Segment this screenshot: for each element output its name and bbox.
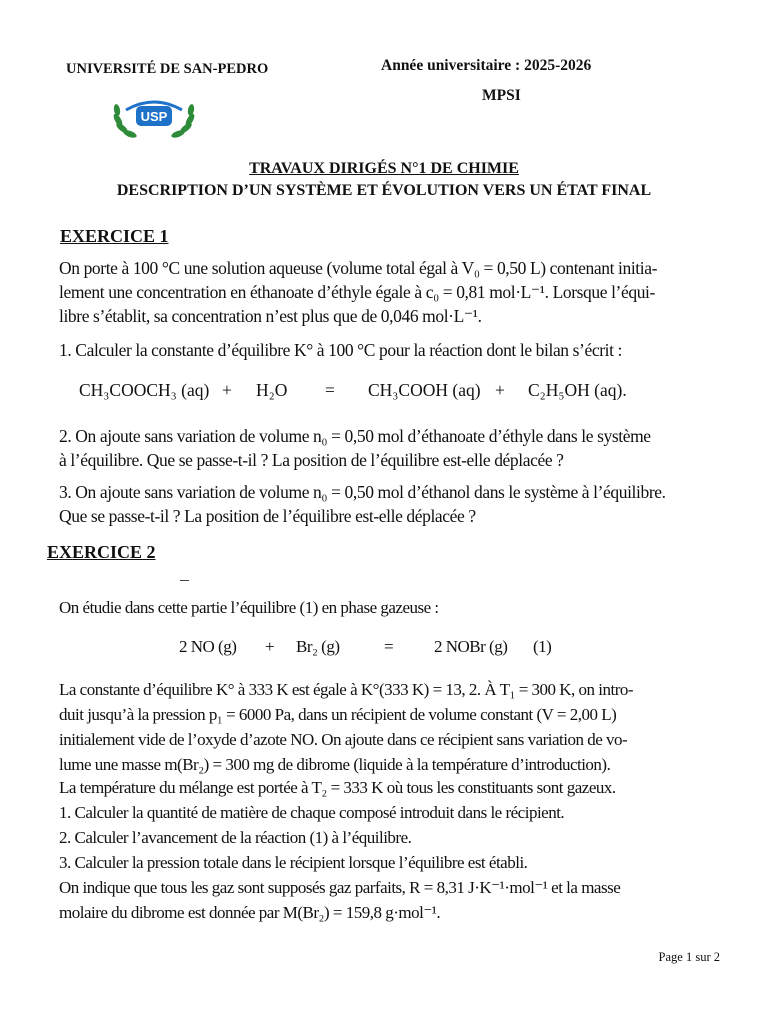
td-subtitle: DESCRIPTION D’UN SYSTÈME ET ÉVOLUTION VERS UN ÉTAT FINAL [116, 182, 652, 199]
ex1-q3-line-1: 3. On ajoute sans variation de volume n₀ = 0,50 mol d’éthanol dans le système à l’équilibre. [59, 482, 666, 502]
ex1-question-3 [59, 480, 666, 528]
ex1-plus-2: + [495, 380, 505, 400]
ex2-equals: = [384, 637, 394, 656]
ex1-intro-line-3: libre s’établit, sa concentration n’est plus que de 0,046 mol·L⁻¹. [59, 306, 482, 326]
ex2-p1-line-3: initialement vide de l’oxyde d’azote NO. On ajoute dans ce récipient sans variation de vo- [59, 730, 628, 749]
ex2-question-1: 1. Calculer la quantité de matière de chaque composé introduit dans le récipient. [59, 803, 565, 822]
ex1-reactant-1: CH₃COOCH₃ (aq) [79, 380, 210, 400]
ex2-plus: + [265, 637, 275, 656]
ex1-equals: = [325, 380, 335, 400]
ex1-question-2 [59, 424, 651, 472]
ex1-plus-1: + [222, 380, 232, 400]
university-name: UNIVERSITÉ DE SAN-PEDRO [66, 61, 269, 77]
ex1-intro [59, 256, 657, 328]
ex2-reactant-2: Br₂ (g) [296, 637, 340, 656]
ex2-p1-line-2: duit jusqu’à la pression p₁ = 6000 Pa, dans un récipient de volume constant (V = 2,00 L) [59, 705, 617, 724]
ex2-paragraph-2: La température du mélange est portée à T₂ = 333 K où tous les constituants sont gazeux. [59, 778, 616, 797]
ex2-paragraph-1 [59, 677, 633, 777]
ex2-note [59, 875, 620, 925]
academic-year: Année universitaire : 2025-2026 [381, 57, 592, 74]
td-title: TRAVAUX DIRIGÉS N°1 DE CHIMIE [249, 160, 519, 177]
ex1-q3-line-2: Que se passe-t-il ? La position de l’équilibre est-elle déplacée ? [59, 506, 476, 526]
ex2-product: 2 NOBr (g) [434, 637, 508, 656]
exercise-1-heading: EXERCICE 1 [60, 226, 169, 246]
university-logo [112, 90, 196, 142]
stray-mark [180, 580, 189, 581]
page-number: Page 1 sur 2 [658, 950, 720, 964]
ex1-intro-line-2: lement une concentration en éthanoate d’éthyle égale à c₀ = 0,81 mol·L⁻¹. Lorsque l’équi- [59, 282, 655, 302]
ex2-note-line-1: On indique que tous les gaz sont supposés gaz parfaits, R = 8,31 J·K⁻¹·mol⁻¹ et la masse [59, 878, 621, 897]
ex2-intro: On étudie dans cette partie l’équilibre (1) en phase gazeuse : [59, 598, 439, 617]
svg-text:USP: USP [140, 109, 168, 124]
ex1-reactant-2: H₂O [256, 380, 288, 400]
ex1-q2-line-1: 2. On ajoute sans variation de volume n₀ = 0,50 mol d’éthanoate d’éthyle dans le système [59, 426, 651, 446]
ex2-p1-line-4: lume une masse m(Br₂) = 300 mg de dibrome (liquide à la température d’introduction). [59, 755, 611, 774]
ex1-q2-line-2: à l’équilibre. Que se passe-t-il ? La position de l’équilibre est-elle déplacée ? [59, 450, 564, 470]
class-name: MPSI [482, 87, 521, 104]
ex1-product-2: C₂H₅OH (aq). [528, 380, 627, 400]
ex2-p1-line-1: La constante d’équilibre K° à 333 K est égale à K°(333 K) = 13, 2. À T₁ = 300 K, on intro- [59, 680, 634, 699]
ex2-question-2: 2. Calculer l’avancement de la réaction (1) à l’équilibre. [59, 828, 412, 847]
ex2-note-line-2: molaire du dibrome est donnée par M(Br₂) = 159,8 g·mol⁻¹. [59, 903, 441, 922]
ex2-reactant-1: 2 NO (g) [179, 637, 237, 656]
ex1-intro-line-1: On porte à 100 °C une solution aqueuse (volume total égal à V₀ = 0,50 L) contenant initia- [59, 258, 658, 278]
ex1-product-1: CH₃COOH (aq) [368, 380, 481, 400]
ex2-question-3: 3. Calculer la pression totale dans le récipient lorsque l’équilibre est établi. [59, 853, 528, 872]
ex1-question-1: 1. Calculer la constante d’équilibre K° à 100 °C pour la réaction dont le bilan s’écrit : [59, 340, 622, 360]
exercise-2-heading: EXERCICE 2 [47, 542, 156, 562]
ex2-equation-label: (1) [533, 637, 552, 656]
